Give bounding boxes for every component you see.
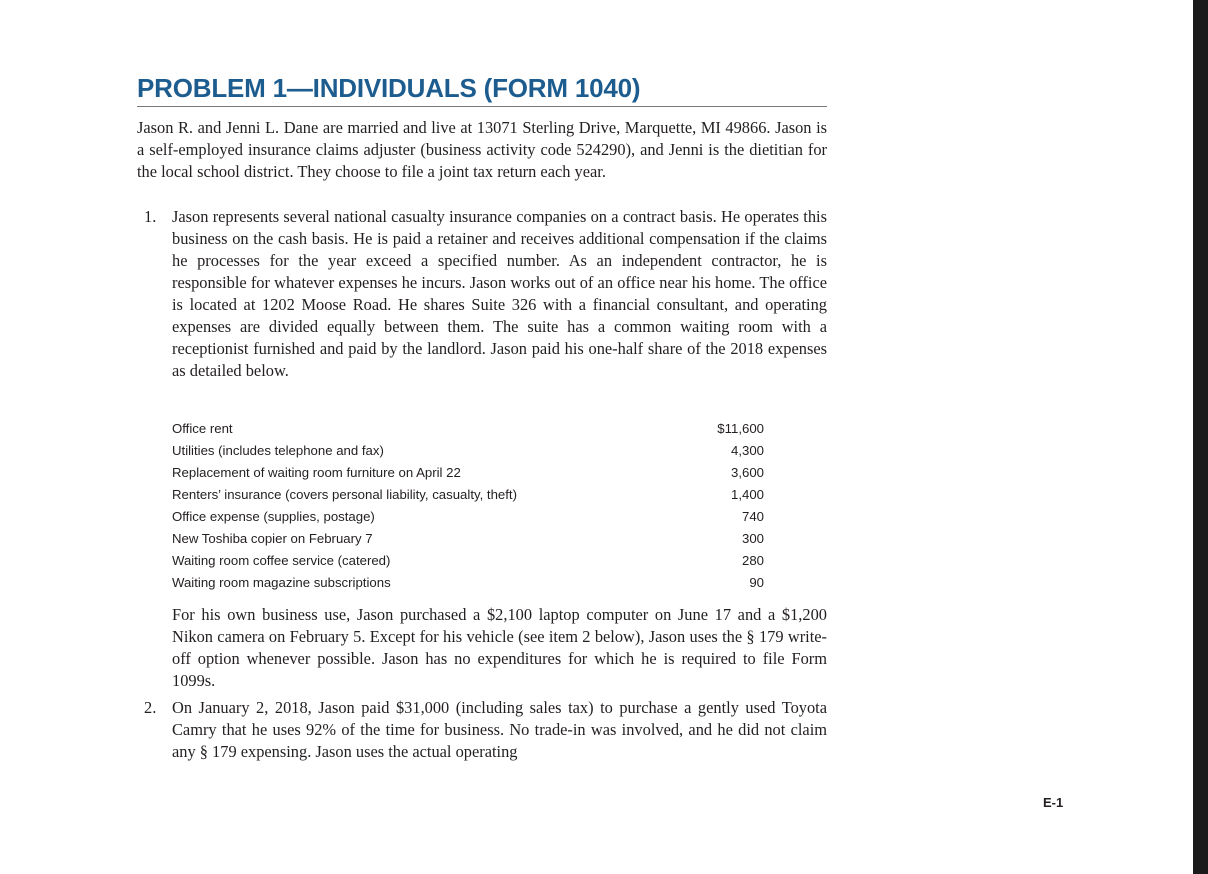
expense-label: Office rent	[172, 421, 233, 436]
expense-label: Waiting room magazine subscriptions	[172, 575, 391, 590]
table-row	[172, 418, 764, 440]
table-row	[172, 484, 764, 506]
expense-amount: 3,600	[730, 465, 764, 480]
list-item-1	[144, 206, 827, 382]
page-title: PROBLEM 1—INDIVIDUALS (FORM 1040)	[137, 73, 641, 103]
table-row	[172, 462, 764, 484]
expense-amount: 300	[741, 531, 764, 546]
expense-table	[172, 418, 764, 594]
intro-paragraph: Jason R. and Jenni L. Dane are married and live at 13071 Sterling Drive, Marquette, MI 49866. Jason is a self-employed insurance claims adjuster (business activity code 524290), and Jenni is the dietitian for the local school district. They choose to file a joint tax return each year.	[137, 118, 827, 181]
expense-amount: 90	[749, 575, 764, 590]
table-row	[172, 528, 764, 550]
expense-label: Office expense (supplies, postage)	[172, 509, 375, 524]
list-item-text: Jason represents several national casualty insurance companies on a contract basis. He operates this business on the cash basis. He is paid a retainer and receives additional compensation if the claims he processes for the year exceed a specified number. As an independent contractor, he is responsible for whatever expenses he incurs. Jason works out of an office near his home. The office is located at 1202 Moose Road. He shares Suite 326 with a financial consultant, and operating expenses are divided equally between them. The suite has a common waiting room with a receptionist furnished and paid by the landlord. Jason paid his one-half share of the 2018 expenses as detailed below.	[172, 207, 827, 380]
expense-label: Waiting room coffee service (catered)	[172, 553, 391, 568]
list-item-2	[144, 697, 827, 763]
viewer-edge-bar	[1193, 0, 1208, 874]
expense-label: Replacement of waiting room furniture on April 22	[172, 465, 461, 480]
list-item-number: 1.	[144, 207, 157, 226]
list-item-text: On January 2, 2018, Jason paid $31,000 (including sales tax) to purchase a gently used Toyota Camry that he uses 92% of the time for business. No trade-in was involved, and he did not claim any § 179 expensing. Jason uses the actual operating	[172, 698, 827, 761]
expense-amount: 740	[741, 509, 764, 524]
table-row	[172, 506, 764, 528]
expense-amount: 1,400	[730, 487, 764, 502]
item-1-followup-paragraph: For his own business use, Jason purchased a $2,100 laptop computer on June 17 and a $1,200 Nikon camera on February 5. Except for his vehicle (see item 2 below), Jason uses the § 179 write-off option whenever possible. Jason has no expenditures for which he is required to file Form 1099s.	[172, 605, 827, 690]
table-row	[172, 440, 764, 462]
table-row	[172, 572, 764, 594]
list-item-number: 2.	[144, 698, 157, 717]
table-row	[172, 550, 764, 572]
page-number: E-1	[1043, 795, 1064, 810]
title-rule	[137, 106, 827, 107]
expense-label: Renters’ insurance (covers personal liability, casualty, theft)	[172, 487, 517, 502]
expense-amount: $11,600	[717, 421, 764, 436]
expense-amount: 4,300	[730, 443, 764, 458]
expense-label: New Toshiba copier on February 7	[172, 531, 373, 546]
expense-label: Utilities (includes telephone and fax)	[172, 443, 384, 458]
expense-amount: 280	[741, 553, 764, 568]
